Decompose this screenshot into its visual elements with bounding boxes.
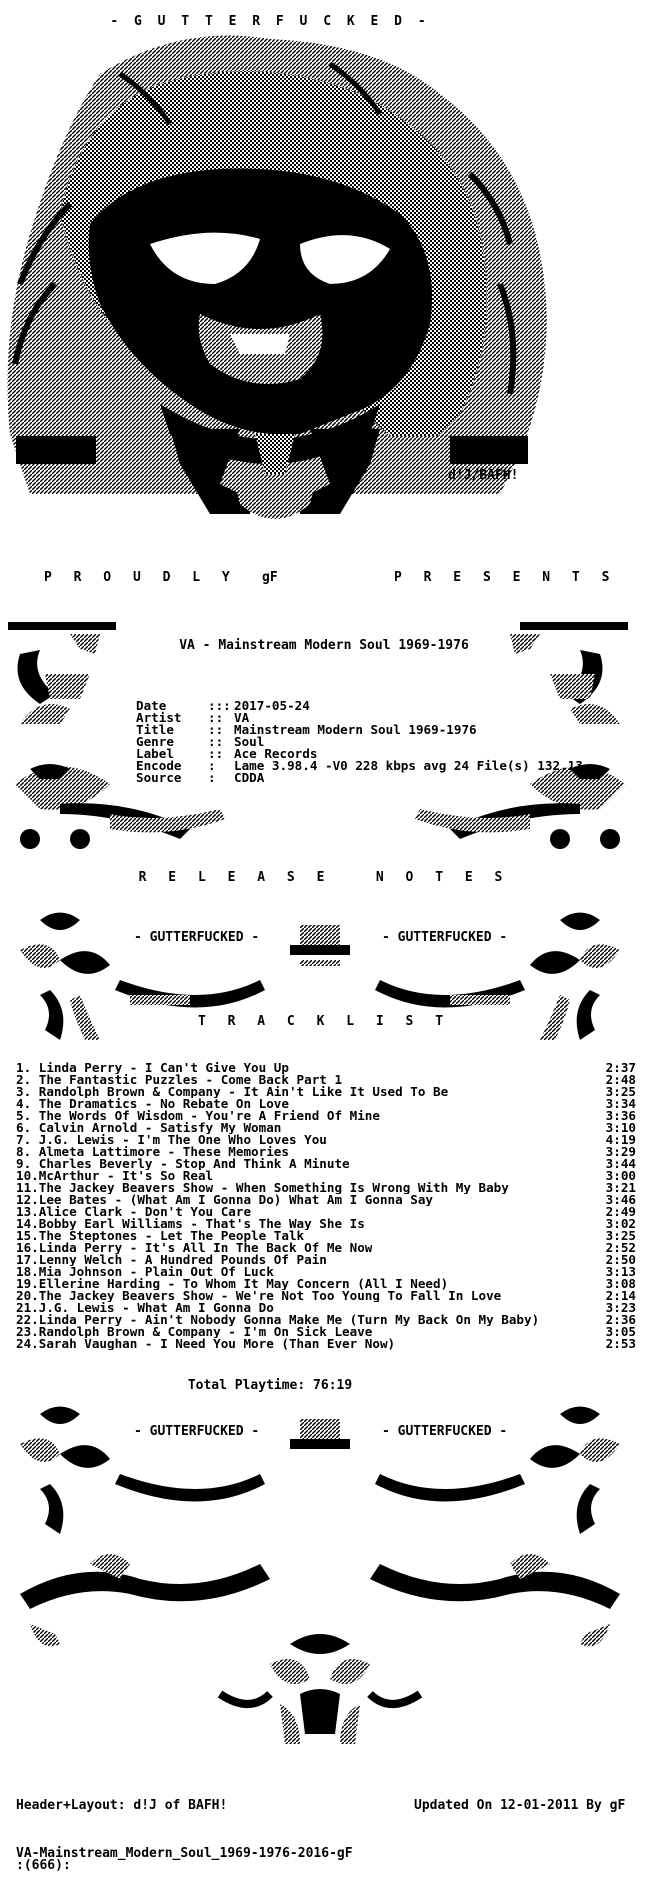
track-number: 20.: [16, 1290, 39, 1302]
track-title: The Dramatics - No Rebate On Love: [38, 1098, 289, 1110]
track-row: [16, 1098, 636, 1110]
track-time: 3:13: [605, 1264, 636, 1279]
release-info: [136, 700, 583, 784]
track-time: 4:19: [605, 1132, 636, 1147]
tracklist: [16, 1062, 636, 1350]
track-row: [16, 1158, 636, 1170]
track-title: Lee Bates - (What Am I Gonna Do) What Am I Gonna Say: [38, 1194, 434, 1206]
track-number: 5.: [16, 1110, 39, 1122]
track-title: J.G. Lewis - I'm The One Who Loves You: [38, 1134, 327, 1146]
info-row-source: Source : CDDA: [136, 770, 265, 785]
updated-credit: Updated On 12-01-2011 By gF: [414, 1798, 626, 1813]
track-row: [16, 1326, 636, 1338]
release-notes-label: R E L E A S E N O T E S: [138, 870, 510, 885]
track-time: 3:21: [605, 1180, 636, 1195]
track-number: 8.: [16, 1146, 39, 1158]
layout-credit: Header+Layout: d!J of BAFH!: [16, 1798, 228, 1813]
track-title: Sarah Vaughan - I Need You More (Than Ever Now): [38, 1338, 396, 1350]
track-time: 3:02: [605, 1216, 636, 1231]
track-title: Charles Beverly - Stop And Think A Minute: [38, 1158, 350, 1170]
track-row: [16, 1218, 636, 1230]
info-row-title: Title :: Mainstream Modern Soul 1969-1976: [136, 722, 477, 737]
track-time: 2:36: [605, 1312, 636, 1327]
track-time: 3:44: [605, 1156, 636, 1171]
track-row: [16, 1242, 636, 1254]
track-row: [16, 1314, 636, 1326]
track-title: Ellerine Harding - To Whom It May Concern (All I Need): [38, 1278, 449, 1290]
track-number: 1.: [16, 1062, 39, 1074]
track-number: 12.: [16, 1194, 39, 1206]
track-title: Linda Perry - It's All In The Back Of Me Now: [38, 1242, 373, 1254]
track-title: The Fantastic Puzzles - Come Back Part 1: [38, 1074, 343, 1086]
track-number: 21.: [16, 1302, 39, 1314]
track-row: [16, 1122, 636, 1134]
track-time: 2:49: [605, 1204, 636, 1219]
proudly-label: P R O U D L Y: [44, 570, 237, 585]
track-title: Randolph Brown & Company - It Ain't Like It Used To Be: [38, 1086, 449, 1098]
track-time: 3:25: [605, 1228, 636, 1243]
info-row-encode: Encode : Lame 3.98.4 -V0 228 kbps avg 24 File(s) 132.13: [136, 758, 583, 773]
track-time: 3:08: [605, 1276, 636, 1291]
track-title: J.G. Lewis - What Am I Gonna Do: [38, 1302, 274, 1314]
track-time: 3:25: [605, 1084, 636, 1099]
track-number: 16.: [16, 1242, 39, 1254]
track-number: 17.: [16, 1254, 39, 1266]
track-time: 3:34: [605, 1096, 636, 1111]
track-time: 3:36: [605, 1108, 636, 1123]
section-tag-right: - GUTTERFUCKED -: [382, 930, 508, 945]
total-playtime: Total Playtime: 76:19: [187, 1378, 353, 1393]
track-row: [16, 1182, 636, 1194]
gf-label: gF: [262, 570, 278, 585]
track-row: [16, 1302, 636, 1314]
track-number: 11.: [16, 1182, 39, 1194]
track-title: The Jackey Beavers Show - When Something Is Wrong With My Baby: [38, 1182, 509, 1194]
signature: :(666):: [16, 1858, 71, 1873]
track-row: [16, 1290, 636, 1302]
track-number: 19.: [16, 1278, 39, 1290]
track-row: [16, 1074, 636, 1086]
info-row-label: Label :: Ace Records: [136, 746, 318, 761]
presents-label: P R E S E N T S: [394, 570, 617, 585]
release-filename: VA-Mainstream_Modern_Soul_1969-1976-2016-gF: [16, 1846, 353, 1861]
track-row: [16, 1206, 636, 1218]
header-ascii-art: [0, 34, 648, 614]
track-time: 2:14: [605, 1288, 636, 1303]
track-number: 24.: [16, 1338, 39, 1350]
track-title: Lenny Welch - A Hundred Pounds Of Pain: [38, 1254, 327, 1266]
info-row-genre: Genre :: Soul: [136, 734, 265, 749]
track-number: 15.: [16, 1230, 39, 1242]
footer-section-tag-left: - GUTTERFUCKED -: [134, 1424, 260, 1439]
track-row: [16, 1278, 636, 1290]
track-title: Alice Clark - Don't You Care: [38, 1206, 252, 1218]
track-number: 2.: [16, 1074, 39, 1086]
track-number: 3.: [16, 1086, 39, 1098]
track-title: Linda Perry - Ain't Nobody Gonna Make Me (Turn My Back On My Baby): [38, 1314, 540, 1326]
track-number: 14.: [16, 1218, 39, 1230]
track-row: [16, 1266, 636, 1278]
header-credit: d!J/BAFH!: [448, 468, 519, 483]
track-title: McArthur - It's So Real: [38, 1170, 214, 1182]
track-time: 3:10: [605, 1120, 636, 1135]
track-title: Linda Perry - I Can't Give You Up: [38, 1062, 289, 1074]
track-number: 6.: [16, 1122, 39, 1134]
track-time: 2:37: [605, 1060, 636, 1075]
release-title: VA - Mainstream Modern Soul 1969-1976: [179, 638, 469, 653]
track-number: 18.: [16, 1266, 39, 1278]
info-row-date: Date ::: 2017-05-24: [136, 698, 310, 713]
track-title: The Jackey Beavers Show - We're Not Too Young To Fall In Love: [38, 1290, 502, 1302]
track-time: 2:50: [605, 1252, 636, 1267]
track-number: 7.: [16, 1134, 39, 1146]
tracklist-label: T R A C K L I S T: [197, 1014, 451, 1029]
track-row: [16, 1110, 636, 1122]
track-title: Bobby Earl Williams - That's The Way She Is: [38, 1218, 365, 1230]
header-banner: - G U T T E R F U C K E D -: [110, 14, 430, 29]
track-row: [16, 1194, 636, 1206]
section-tag-left: - GUTTERFUCKED -: [134, 930, 260, 945]
track-number: 10.: [16, 1170, 39, 1182]
track-time: 2:48: [605, 1072, 636, 1087]
track-row: [16, 1062, 636, 1074]
track-row: [16, 1134, 636, 1146]
track-title: Calvin Arnold - Satisfy My Woman: [38, 1122, 282, 1134]
track-title: Mia Johnson - Plain Out Of Luck: [38, 1266, 274, 1278]
track-time: 2:53: [605, 1336, 636, 1351]
track-row: [16, 1254, 636, 1266]
info-row-artist: Artist :: VA: [136, 710, 250, 725]
footer-section-tag-right: - GUTTERFUCKED -: [382, 1424, 508, 1439]
track-number: 22.: [16, 1314, 39, 1326]
track-title: The Words Of Wisdom - You're A Friend Of Mine: [38, 1110, 380, 1122]
track-row: [16, 1230, 636, 1242]
track-row: [16, 1338, 636, 1350]
track-time: 3:46: [605, 1192, 636, 1207]
track-time: 3:00: [605, 1168, 636, 1183]
footer-frame-art: [0, 1394, 648, 1764]
track-number: 9.: [16, 1158, 39, 1170]
track-number: 23.: [16, 1326, 39, 1338]
track-time: 3:29: [605, 1144, 636, 1159]
track-row: [16, 1086, 636, 1098]
track-title: Almeta Lattimore - These Memories: [38, 1146, 289, 1158]
track-number: 4.: [16, 1098, 39, 1110]
track-time: 2:52: [605, 1240, 636, 1255]
track-row: [16, 1170, 636, 1182]
track-time: 3:05: [605, 1324, 636, 1339]
track-title: The Steptones - Let The People Talk: [38, 1230, 305, 1242]
track-number: 13.: [16, 1206, 39, 1218]
track-time: 3:23: [605, 1300, 636, 1315]
track-title: Randolph Brown & Company - I'm On Sick Leave: [38, 1326, 373, 1338]
track-row: [16, 1146, 636, 1158]
